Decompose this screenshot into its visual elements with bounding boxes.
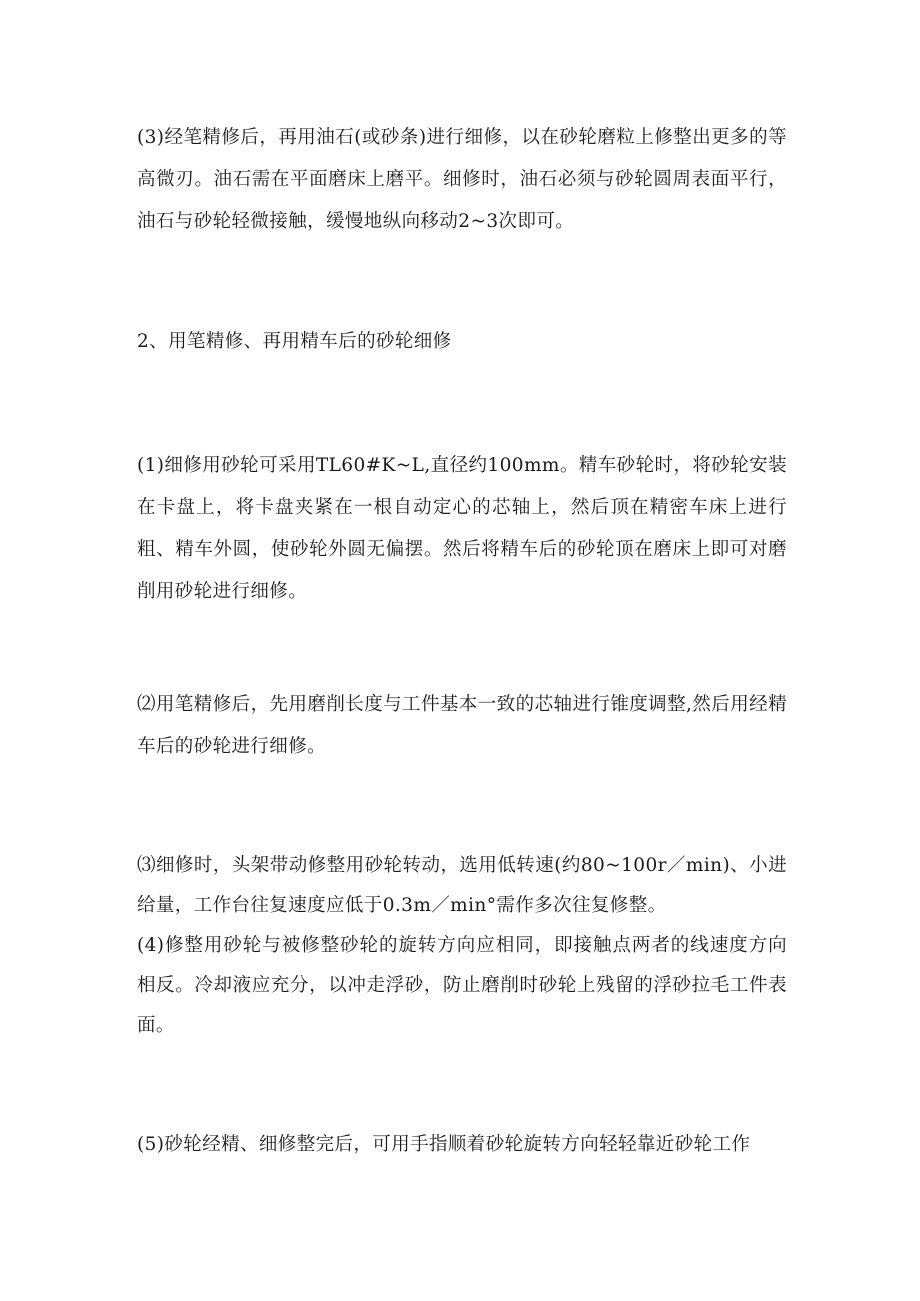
- paragraph-dressing-speed: ⑶细修时，头架带动修整用砂轮转动，选用低转速(约80~100r／min)、小进给量，工作台往复速度应低于0.3m／min°需作多次往复修整。 (4)修整用砂轮与被修整砂轮的旋转方向应相同，即接触点两者的线速度方向相反。冷却液应充分，以冲走浮砂，防止磨削时砂轮上残留的浮砂拉毛工件表面。: [137, 855, 787, 1036]
- paragraph-fine-dressing-oilstone: (3)经笔精修后，再用油石(或砂条)进行细修，以在砂轮磨粒上修整出更多的等高微刃。油石需在平面磨床上磨平。细修时，油石必须与砂轮圆周表面平行，油石与砂轮轻微接触，缓慢地纵向移动2~3次即可。: [137, 127, 787, 232]
- section-heading-2: 2、用笔精修、再用精车后的砂轮细修: [137, 331, 452, 352]
- paragraph-taper-adjust: ⑵用笔精修后，先用磨削长度与工件基本一致的芯轴进行锥度调整,然后用经精车后的砂轮进行细修。: [137, 694, 787, 757]
- paragraph-lathe-wheel: (1)细修用砂轮可采用TL60#K~L,直径约100mm。精车砂轮时，将砂轮安装在卡盘上，将卡盘夹紧在一根自动定心的芯轴上，然后顶在精密车床上进行粗、精车外圆，使砂轮外圆无偏摆。然后将精车后的砂轮顶在磨床上即可对磨削用砂轮进行细修。: [137, 455, 787, 602]
- paragraph-finish-check: (5)砂轮经精、细修整完后，可用手指顺着砂轮旋转方向轻轻靠近砂轮工作: [137, 1134, 751, 1155]
